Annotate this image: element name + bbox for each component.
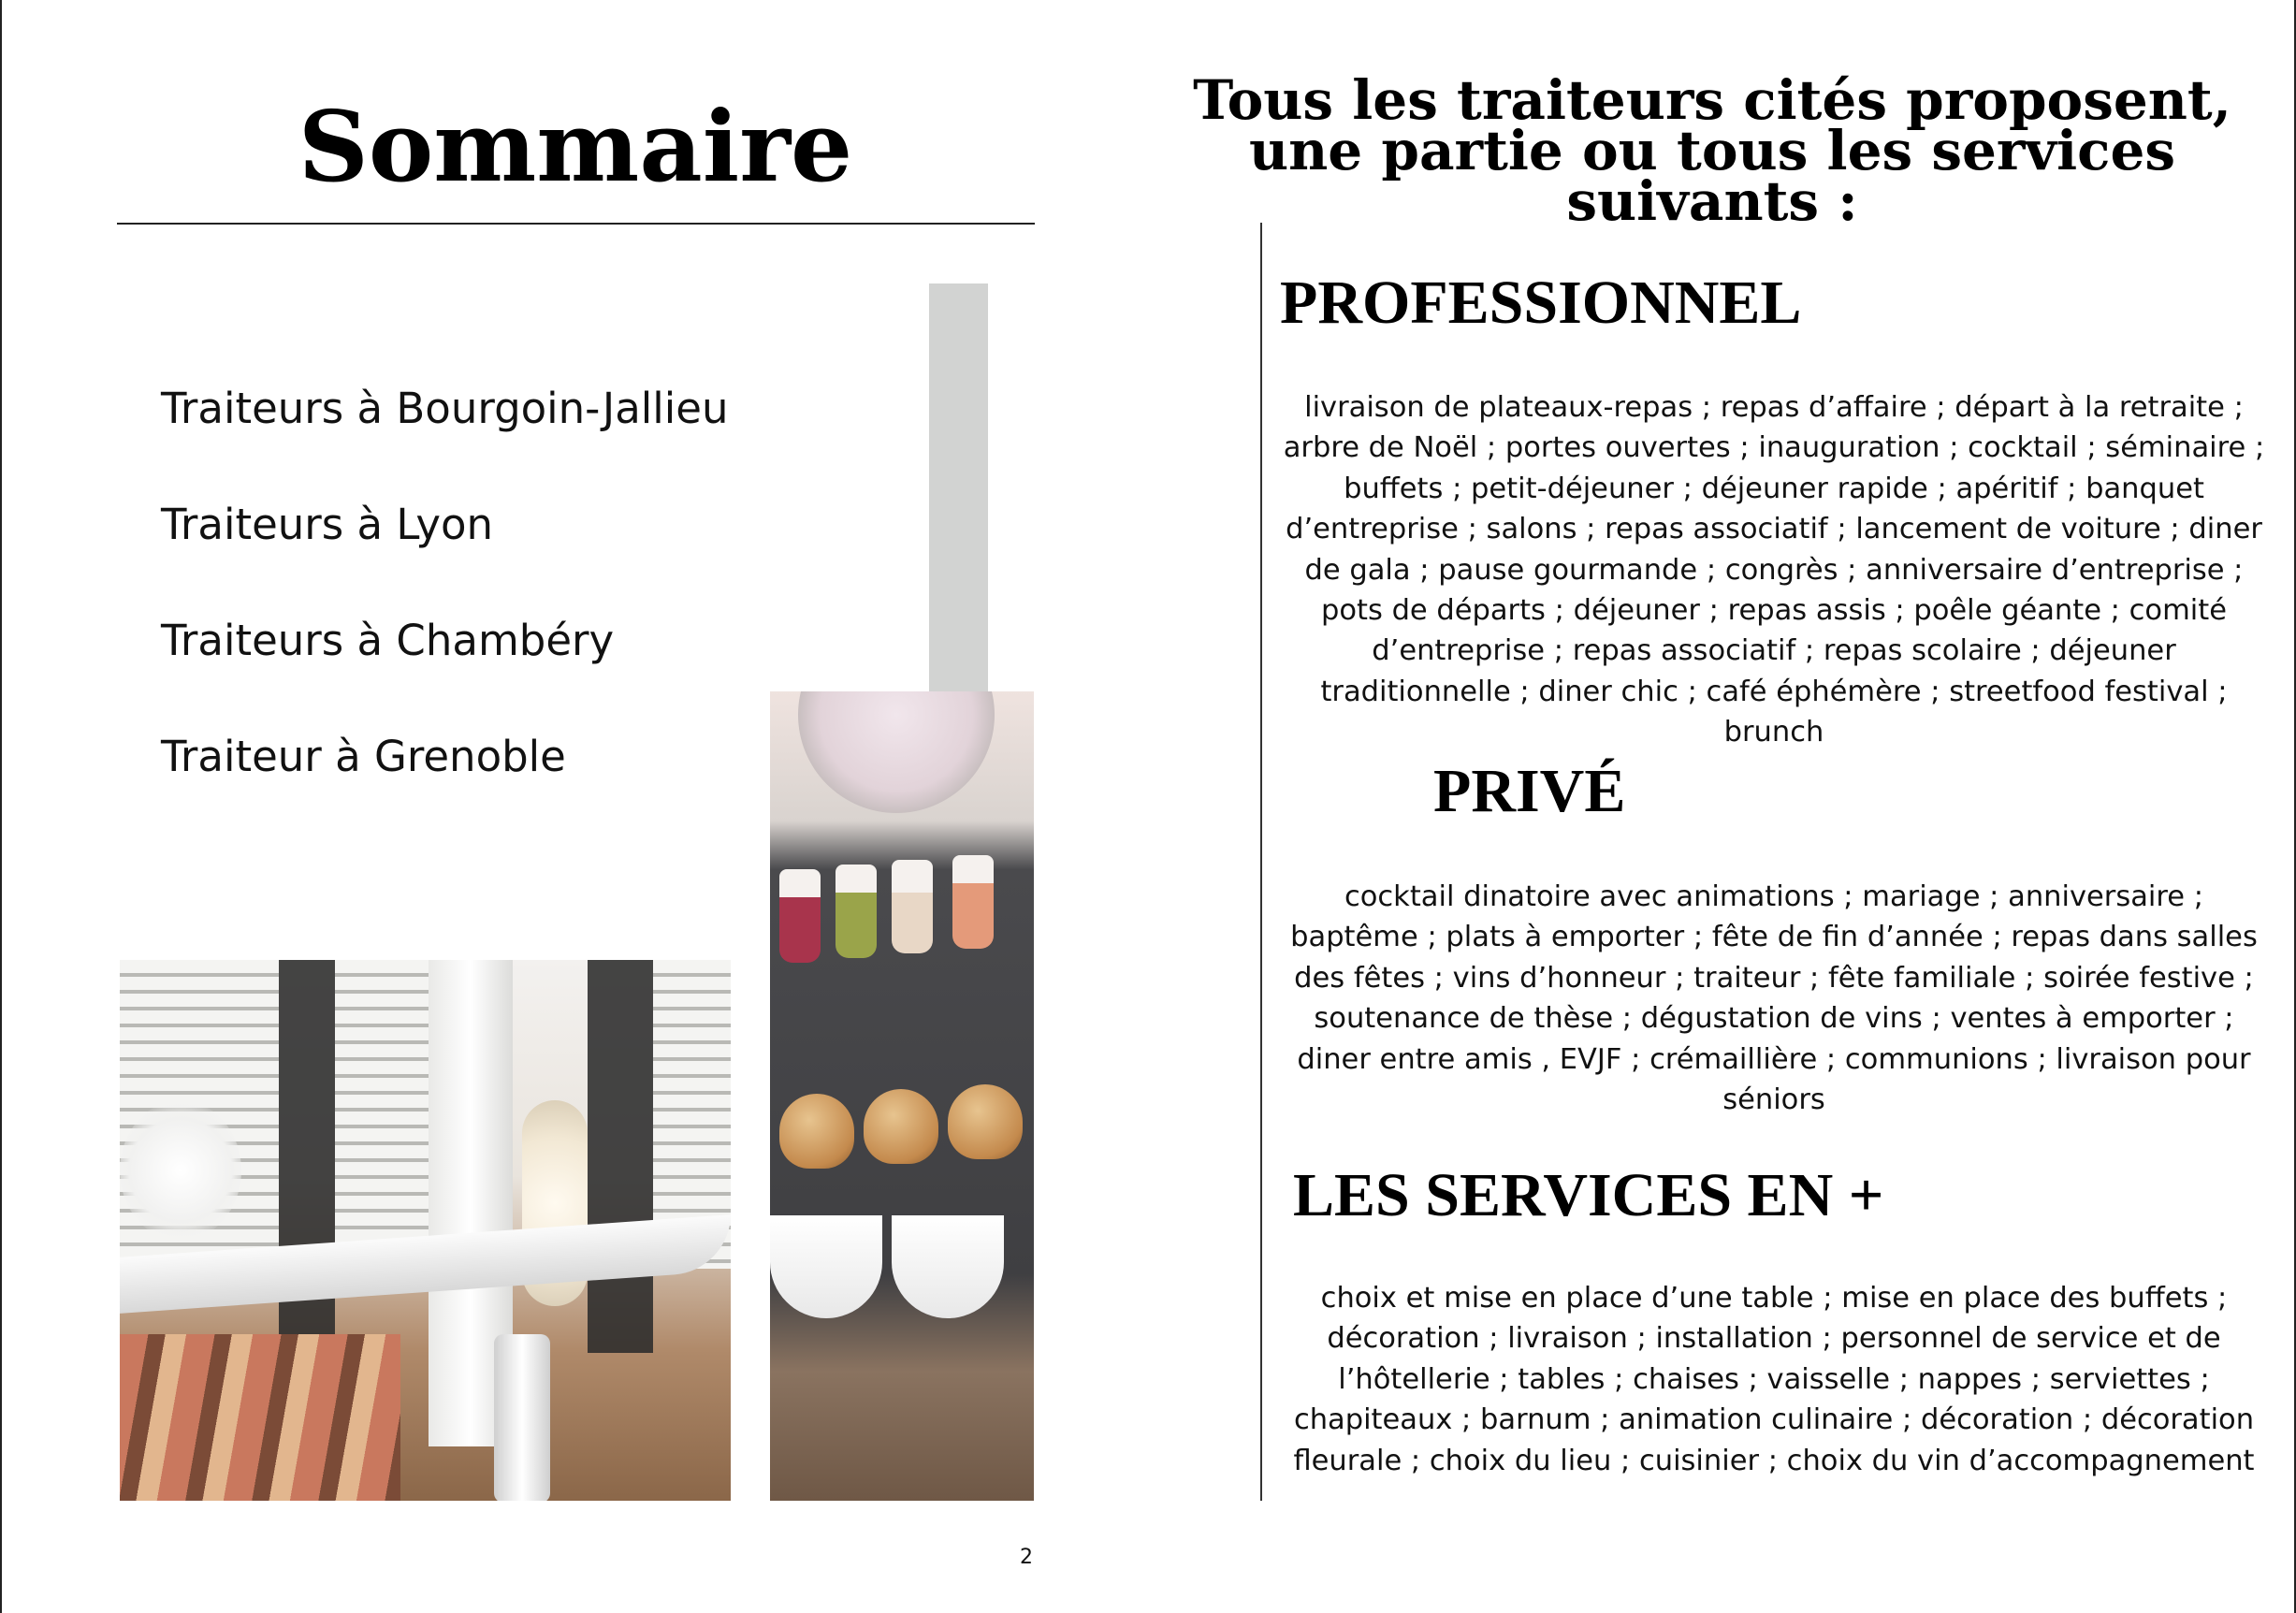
photo-stool — [494, 1334, 550, 1501]
title-divider — [117, 223, 1035, 225]
photo-mini-burger-1 — [779, 1094, 854, 1169]
photo-verrine-salmon — [952, 855, 994, 949]
section-title-prive: PRIVÉ — [1433, 757, 1626, 825]
section-title-services-plus: LES SERVICES EN + — [1293, 1161, 1884, 1229]
section-title-professionnel: PROFESSIONNEL — [1280, 269, 1802, 337]
section-text-prive: cocktail dinatoire avec animations ; mariage ; anniversaire ; baptême ; plats à emporter ; fête de fin d’année ; repas dans salles des fêtes ; vins d’honneur ; traiteur ; fête familiale ; soirée festive ; soutenance de thèse ; dégustation de vins ; ventes à emporter ; diner entre amis , EVJF ; crémaillière ; communions ; livraison pour séniors — [1290, 880, 2258, 1117]
photo-mini-burger-2 — [864, 1089, 938, 1164]
toc-item-grenoble[interactable]: Traiteur à Grenoble — [161, 732, 566, 781]
services-heading: Tous les traiteurs cités proposent, une partie ou tous les services suivants : — [1193, 68, 2231, 233]
photo-flowers — [120, 1100, 241, 1241]
decorative-gray-bar — [929, 283, 988, 734]
page-title: Sommaire — [298, 89, 853, 204]
photo-plate — [798, 691, 995, 813]
appetizers-photo — [770, 691, 1034, 1501]
photo-food-tray — [120, 1334, 400, 1501]
toc-item-chambery[interactable]: Traiteurs à Chambéry — [161, 616, 615, 665]
section-text-professionnel: livraison de plateaux-repas ; repas d’affaire ; départ à la retraite ; arbre de Noël ; portes ouvertes ; inauguration ; cocktail ; séminaire ; buffets ; petit-déjeuner ; déjeuner rapide ; apéritif ; banquet d’entreprise ; salons ; repas associatif ; lancement de voiture ; diner de gala ; pause gourmande ; congrès ; anniversaire d’entreprise ; pots de départs ; déjeuner ; repas assis ; poêle géante ; comité d’entreprise ; repas associatif ; repas scolaire ; déjeuner traditionnelle ; diner chic ; café éphémère ; streetfood festival ; brunch — [1283, 391, 2265, 749]
photo-verrine-green — [836, 865, 877, 958]
photo-verrine-cream — [892, 860, 933, 953]
left-page-edge — [0, 0, 2, 1613]
table-of-contents — [161, 379, 729, 843]
photo-spoon-2 — [892, 1215, 1004, 1318]
photo-mini-burger-3 — [948, 1084, 1023, 1159]
toc-item-lyon[interactable]: Traiteurs à Lyon — [161, 500, 494, 549]
vertical-divider — [1260, 223, 1262, 1501]
photo-window-center — [335, 960, 438, 1269]
photo-spoon-1 — [770, 1215, 882, 1318]
photo-curtain-right — [588, 960, 653, 1353]
reception-room-photo — [120, 960, 731, 1501]
toc-item-bourgoin-jallieu[interactable]: Traiteurs à Bourgoin-Jallieu — [161, 384, 729, 433]
section-text-services-plus: choix et mise en place d’une table ; mise en place des buffets ; décoration ; livraison ; installation ; personnel de service et de l’hôtellerie ; tables ; chaises ; vaisselle ; nappes ; serviettes ; chapiteaux ; barnum ; animation culinaire ; décoration ; décoration fleurale ; choix du lieu ; cuisinier ; choix du vin d’accompagnement — [1293, 1282, 2255, 1477]
page-number: 2 — [1020, 1546, 1033, 1569]
photo-verrine-red — [779, 869, 821, 963]
